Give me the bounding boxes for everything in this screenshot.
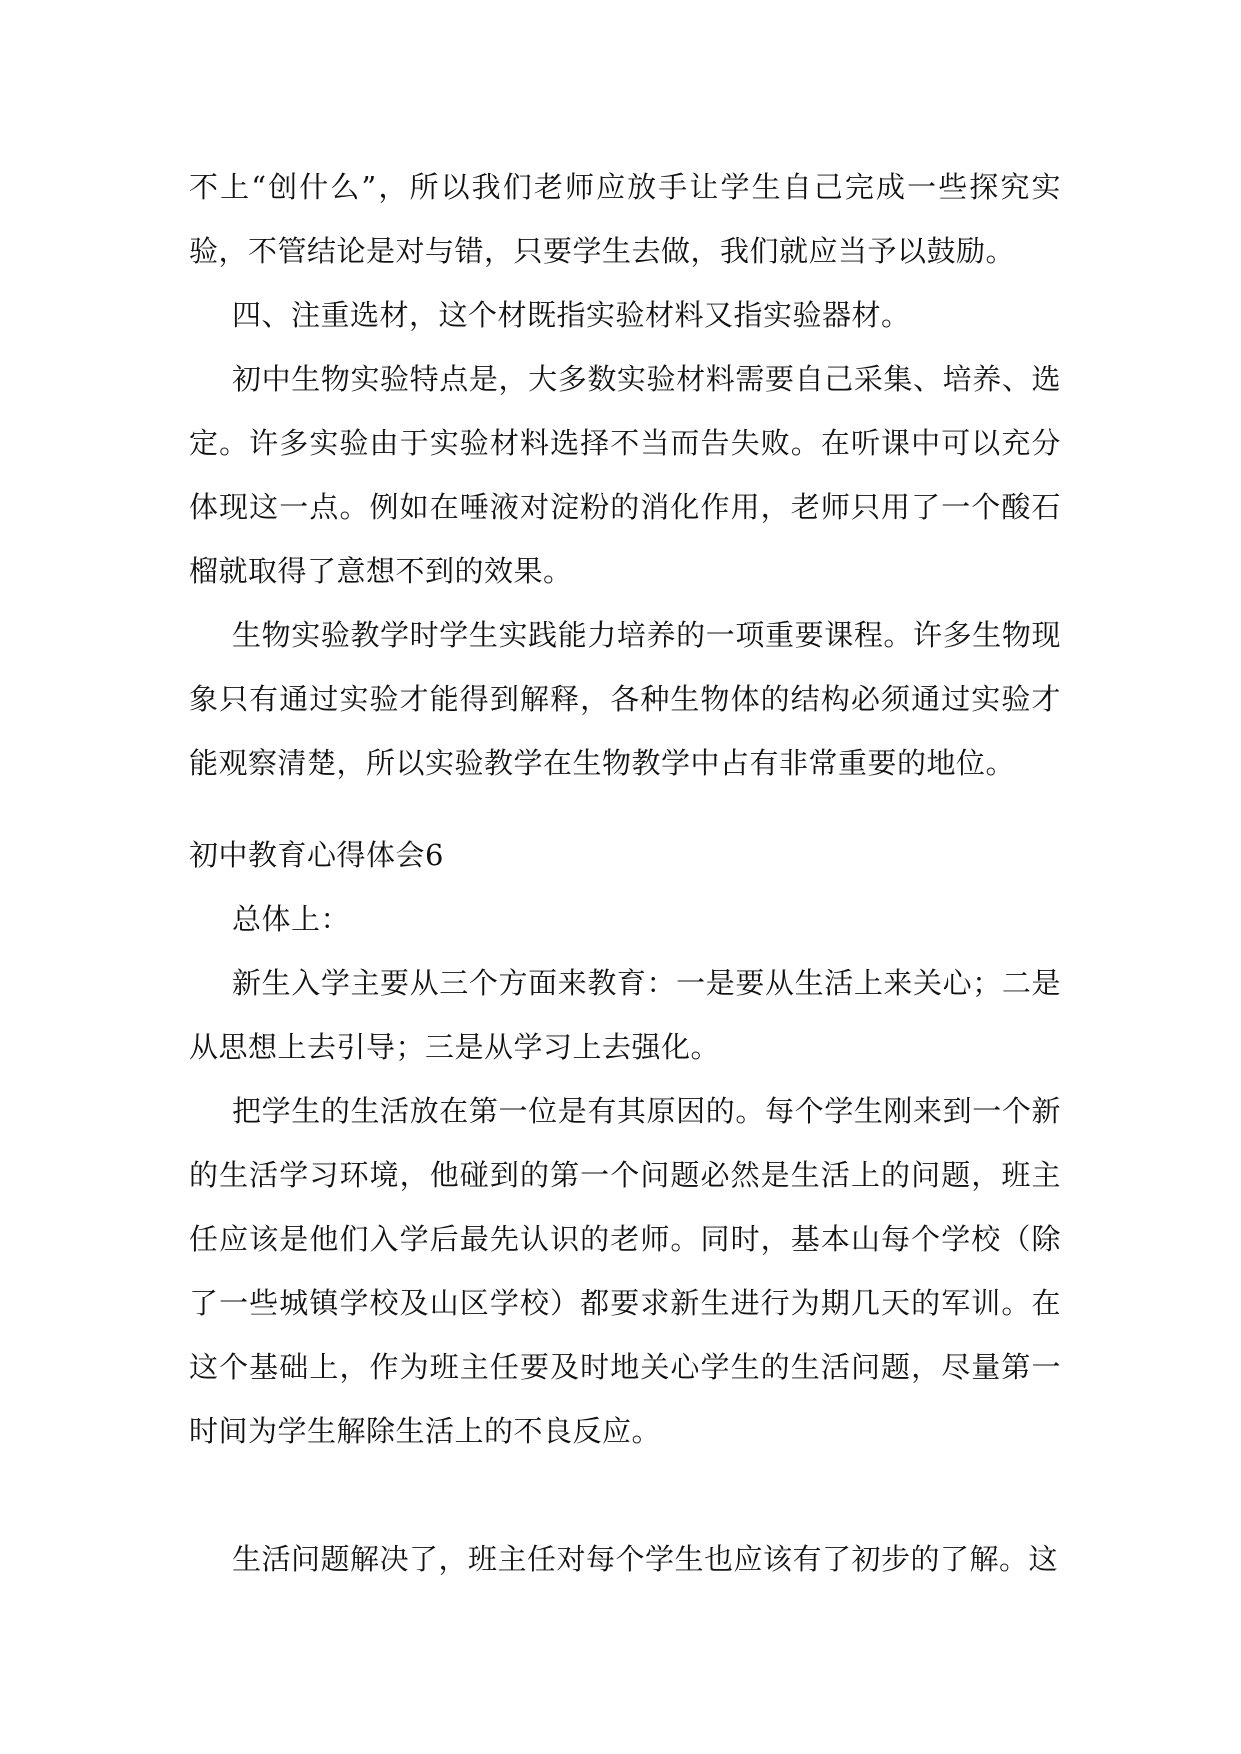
section-heading: 初中教育心得体会6 bbox=[189, 838, 444, 872]
paragraph-student-life: 把学生的生活放在第一位是有其原因的。每个学生刚来到一个新的生活学习环境，他碰到的第一个问题必然是生活上的问题，班主任应该是他们入学后最先认识的老师。同时，基本山每个学校（除了一些城镇学校及山区学校）都要求新生进行为期几天的军训。在这个基础上，作为班主任要及时地关心学生的生活问题，尽量第一时间为学生解除生活上的不良反应。 bbox=[189, 1094, 1061, 1448]
paragraph-life-solved: 生活问题解决了，班主任对每个学生也应该有了初步的了解。这 bbox=[232, 1542, 1059, 1576]
paragraph-overall: 总体上： bbox=[232, 902, 351, 936]
paragraph-experiment-teaching: 生物实验教学时学生实践能力培养的一项重要课程。许多生物现象只有通过实验才能得到解释，各种生物体的结构必须通过实验才能观察清楚，所以实验教学在生物教学中占有非常重要的地位。 bbox=[189, 618, 1061, 780]
paragraph-section-four: 四、注重选材，这个材既指实验材料又指实验器材。 bbox=[232, 298, 911, 332]
paragraph-three-aspects: 新生入学主要从三个方面来教育：一是要从生活上来关心；二是从思想上去引导；三是从学习上去强化。 bbox=[189, 966, 1061, 1064]
paragraph-material-selection: 初中生物实验特点是，大多数实验材料需要自己采集、培养、选定。许多实验由于实验材料选择不当而告失败。在听课中可以充分体现这一点。例如在唾液对淀粉的消化作用，老师只用了一个酸石榴就取得了意想不到的效果。 bbox=[189, 362, 1061, 588]
paragraph-continuation: 不上“创什么”，所以我们老师应放手让学生自己完成一些探究实验，不管结论是对与错，只要学生去做，我们就应当予以鼓励。 bbox=[189, 170, 1061, 268]
